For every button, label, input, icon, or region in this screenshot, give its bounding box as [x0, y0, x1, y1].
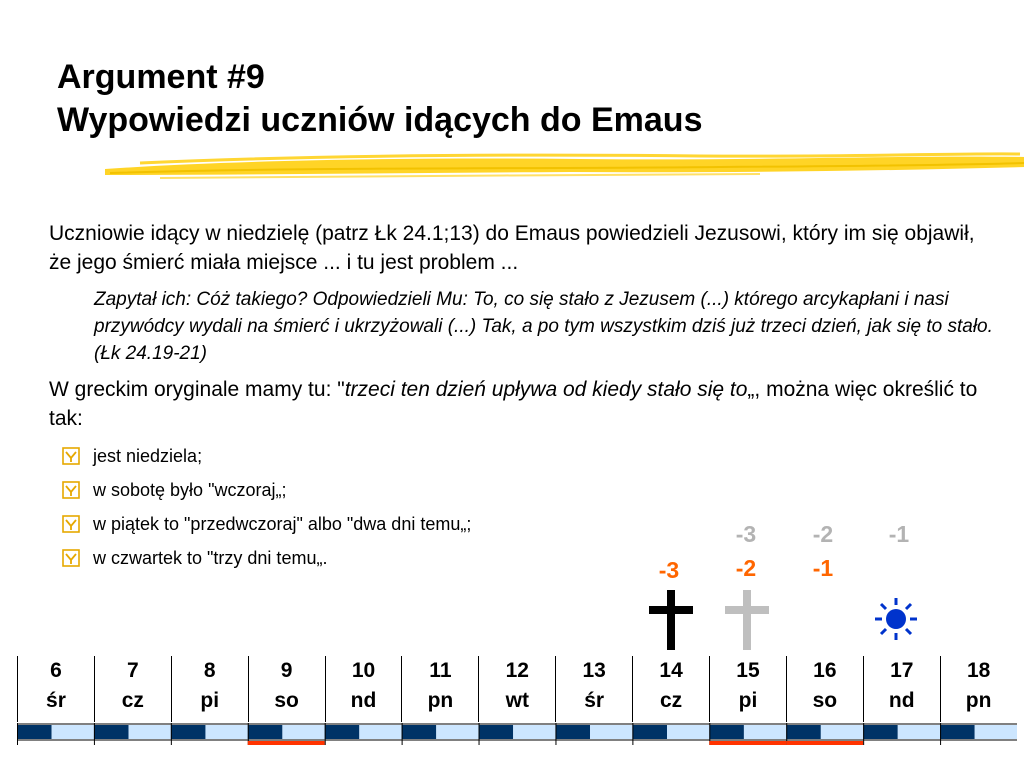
- day-number: 9: [280, 659, 293, 682]
- offset-orange-label: -1: [812, 555, 834, 581]
- timeline-night-segment: [17, 725, 52, 739]
- timeline-night-segment: [94, 725, 129, 739]
- scripture-quote: Zapytał ich: Cóż takiego? Odpowiedzieli Mu: To, co się stało z Jezusem (...) którego arcykapłani i nasi przywódcy wydali na śmierć i ukrzyżowali (...) Tak, a po tym wszystkim dziś już trzeci dzień, jak się to stało. (Łk 24.19-21): [94, 289, 993, 364]
- title-line-2: Wypowiedzi uczniów idących do Emaus: [57, 101, 703, 139]
- weekday-label: pi: [200, 689, 220, 712]
- title-line-1: Argument #9: [57, 58, 265, 96]
- greek-text-before: W greckim oryginale mamy tu: ": [49, 378, 345, 401]
- weekday-label: śr: [584, 689, 605, 712]
- list-item: [62, 439, 471, 473]
- list-item: [62, 507, 471, 541]
- weekday-label: pn: [965, 689, 992, 712]
- checkbox-icon: [62, 447, 80, 465]
- calendar-day: [401, 656, 478, 722]
- offset-gray-label: -2: [812, 521, 834, 547]
- timeline-day-segment: [667, 725, 709, 739]
- checkbox-icon: [62, 549, 80, 567]
- timeline-highlight: [248, 741, 325, 745]
- calendar-day: [940, 656, 1017, 722]
- timeline-highlight: [786, 741, 863, 745]
- calendar-day: [555, 656, 632, 722]
- day-number: 17: [890, 659, 914, 682]
- paragraph-greek: [49, 375, 989, 433]
- paragraph-intro: Uczniowie idący w niedzielę (patrz Łk 24.1;13) do Emaus powiedzieli Jezusowi, który im się objawił, że jego śmierć miała miejsce ... i tu jest problem ...: [49, 222, 975, 274]
- list-item: [62, 473, 471, 507]
- weekday-label: so: [812, 689, 838, 712]
- bullet-text: w czwartek to "trzy dni temu„.: [93, 548, 328, 568]
- timeline-night-segment: [402, 725, 437, 739]
- day-number: 7: [126, 659, 139, 682]
- timeline-night-segment: [632, 725, 667, 739]
- timeline-day-segment: [282, 725, 324, 739]
- timeline-night-segment: [325, 725, 360, 739]
- calendar-day: [94, 656, 171, 722]
- timeline-day-segment: [129, 725, 171, 739]
- calendar-day: [17, 656, 94, 722]
- calendar-day: [632, 656, 709, 722]
- offset-orange-label: -3: [658, 557, 680, 583]
- bullet-text: w piątek to "przedwczoraj" albo "dwa dni temu„;: [93, 514, 472, 534]
- timeline-day-segment: [898, 725, 940, 739]
- weekday-label: śr: [46, 689, 66, 712]
- calendar-day: [786, 656, 863, 722]
- checkbox-icon: [62, 481, 80, 499]
- timeline-day-segment: [436, 725, 478, 739]
- day-number: 13: [582, 659, 606, 682]
- timeline-night-segment: [940, 725, 975, 739]
- bullet-text: jest niedziela;: [93, 446, 203, 466]
- timeline-night-segment: [171, 725, 206, 739]
- calendar-timeline: [17, 723, 1017, 745]
- weekday-label: cz: [659, 689, 683, 712]
- day-number: 18: [966, 659, 991, 682]
- day-number: 6: [50, 659, 62, 682]
- calendar-day: [709, 656, 786, 722]
- weekday-label: nd: [350, 689, 377, 712]
- bullet-text: w sobotę było "wczoraj„;: [93, 480, 287, 500]
- timeline-day-segment: [590, 725, 632, 739]
- timeline-day-segment: [205, 725, 247, 739]
- weekday-label: nd: [888, 689, 915, 712]
- timeline-day-segment: [52, 725, 94, 739]
- timeline-night-segment: [555, 725, 590, 739]
- checkbox-icon: [62, 515, 80, 533]
- day-number: 8: [203, 659, 216, 682]
- timeline-day-segment: [821, 725, 863, 739]
- timeline-night-segment: [479, 725, 514, 739]
- weekday-label: so: [274, 689, 299, 712]
- cross-icon: [648, 590, 694, 650]
- offset-orange-label: -2: [735, 555, 757, 581]
- timeline-night-segment: [248, 725, 283, 739]
- calendar-day: [171, 656, 248, 722]
- weekday-label: cz: [121, 689, 144, 712]
- day-number: 11: [429, 659, 452, 682]
- day-number: 12: [505, 659, 529, 682]
- calendar-day: [863, 656, 940, 722]
- weekday-label: wt: [505, 689, 529, 712]
- calendar-day: [325, 656, 402, 722]
- timeline-day-segment: [975, 725, 1017, 739]
- greek-text-italic: trzeci ten dzień upływa od kiedy stało się to: [344, 378, 748, 401]
- timeline-day-segment: [513, 725, 555, 739]
- offset-gray-label: -3: [735, 521, 757, 547]
- weekday-label: pn: [427, 689, 454, 712]
- list-item: [62, 541, 471, 575]
- timeline-night-segment: [863, 725, 898, 739]
- timeline-night-segment: [709, 725, 744, 739]
- calendar-days: [17, 656, 1017, 722]
- offset-gray-label: -1: [888, 521, 910, 547]
- calendar-day: [478, 656, 555, 722]
- sun-icon: [874, 597, 918, 641]
- calendar-day: [248, 656, 325, 722]
- greek-text-after: „, można więc określić to tak:: [49, 378, 978, 430]
- day-number: 14: [659, 659, 683, 682]
- timeline-highlight: [709, 741, 786, 745]
- timeline-day-segment: [744, 725, 786, 739]
- bullet-list: [62, 439, 471, 575]
- day-number: 10: [351, 659, 376, 682]
- timeline-night-segment: [786, 725, 821, 739]
- day-number: 15: [736, 659, 760, 682]
- day-number: 16: [813, 659, 837, 682]
- timeline-day-segment: [359, 725, 401, 739]
- slide-title: [57, 56, 703, 142]
- cross-icon: [724, 590, 770, 650]
- highlighter-stroke: [100, 145, 1024, 185]
- calendar-strip: [17, 656, 1017, 722]
- weekday-label: pi: [738, 689, 758, 712]
